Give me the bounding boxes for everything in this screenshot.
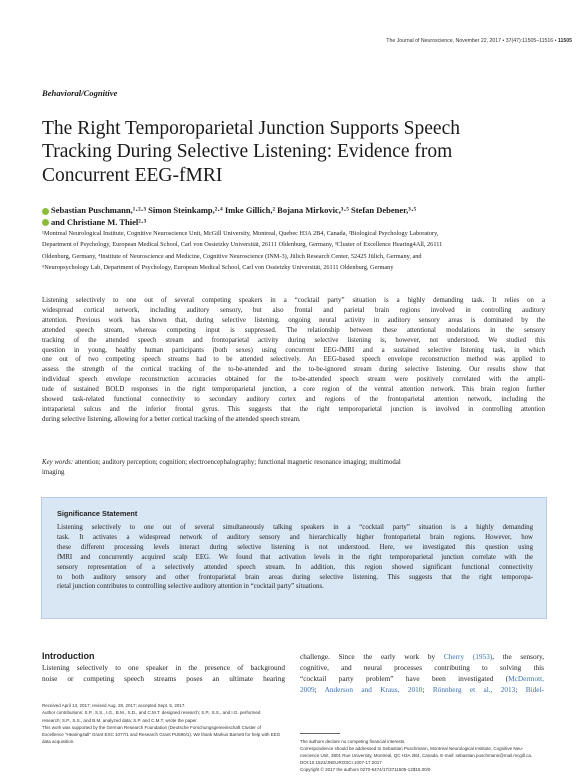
abstract-line: attended speech stream, whereas competing input is suppressed. The relationship between these attentional modulations in the sensory [42, 326, 545, 334]
title-line: The Right Temporoparietal Junction Supports Speech [42, 118, 460, 139]
abstract-line: widespread cortical network, including auditory sensory, but also frontal and parietal brain regions involved in controlling auditory [42, 306, 545, 314]
keywords [42, 458, 545, 478]
abstract-line: one out of two competing speech streams had to be attended selectively. An EEG-based speech envelope reconstruction method was applied to [42, 356, 545, 364]
affiliation-line: Oldenburg, Germany, ⁴Institute of Neuroscience and Medicine, Cognitive Neuroscience (INM-3), Jülich Research Center, 52425 Jülich, Germany, and [42, 252, 422, 260]
introduction-line [300, 651, 544, 662]
orcid-icon[interactable] [42, 208, 49, 215]
abstract-line: individual speech envelope reconstruction accuracies obtained for the to-be-attended speech stream were positively correlated with the ampli- [42, 376, 545, 384]
intro-text: , the sensory, [492, 652, 545, 661]
abstract-line: question in young, healthy human participants (both sexes) using concurrent EEG-fMRI and a sustained selective listening task, in which [42, 346, 545, 354]
author-line [42, 205, 542, 217]
author-names: Sebastian Puschmann,¹·²·³ Simon Steinkamp,²·⁴ Imke Gillich,² Bojana Mirkovic,³·⁵ Stefan Debener,³·⁵ [51, 205, 417, 215]
journal-header [386, 38, 572, 44]
footnote-line: Received April 13, 2017; revised Aug. 28, 2017; accepted Sept. 5, 2017. [42, 703, 186, 708]
article-title [42, 117, 512, 187]
footnote-line: The authors declare no competing financial interests. [300, 739, 406, 744]
footnote-line: Copyright © 2017 the authors 0270-6474/17/3711505-12$15.00/0 [300, 766, 431, 772]
abstract-line: assess the strength of the cortical tracking of the to-be-attended and the to-be-ignored stream during selective listening. Our results show that [42, 366, 545, 374]
title-line: Tracking During Selective Listening: Evidence from [42, 141, 453, 163]
page-number: 11505 [557, 38, 572, 44]
intro-text: “cocktail party problem” have been investigated ( [300, 674, 509, 683]
significance-title: Significance Statement [57, 509, 138, 518]
footnotes-left [42, 702, 286, 746]
significance-line: task. It activates a widespread network of auditory sensory and hierarchically higher frontoparietal brain regions. However, how [57, 533, 533, 541]
journal-citation: The Journal of Neuroscience, November 22, 2017 • 37(47):11505–11516 • [386, 38, 557, 44]
introduction-column-right [300, 651, 544, 695]
intro-text: ; [515, 685, 526, 694]
footnote-line: Correspondence should be addressed to Sebastian Puschmann, Montreal Neurological Institute, Cognitive Neu- [300, 745, 524, 751]
author-names: and Christiane M. Thiel²·³ [51, 216, 147, 227]
abstract-line: tude of sustained BOLD responses in the right temporoparietal junction, a core region of the ventral attention network. This brain region further [42, 386, 545, 394]
abstract-line: during selective listening, allowing for a better cortical tracking of the attended speech stream. [42, 415, 301, 423]
significance-line: rietal junction contributes to controlling selective auditory attention in “cocktail party” situations. [57, 583, 324, 591]
introduction-line [300, 673, 544, 684]
significance-text [57, 523, 533, 592]
citation-link[interactable]: McDermott, [508, 674, 544, 683]
footnote-divider [300, 733, 340, 734]
introduction-line: noise or competing speech streams poses an ultimate hearing [42, 674, 285, 683]
significance-line: these different processing levels interact during selective listening is not understood. Here, we investigated this question using [57, 543, 533, 551]
affiliations [42, 228, 547, 274]
author-list [42, 205, 542, 228]
footnote-line: data acquisition. [42, 739, 75, 745]
citation-link[interactable]: 2009 [300, 685, 315, 694]
citation-link[interactable]: Anderson and Kraus, 2010 [324, 685, 423, 694]
abstract-line: showed task-related functional connectivity to secondary auditory cortex and regions of the frontoparietal attention network, including the [42, 396, 545, 404]
intro-text: ; [422, 685, 433, 694]
keywords-list: attention; auditory perception; cognition; electroencephalography; functional magnetic resonance imaging; multimodal [74, 459, 401, 466]
footnote-line: Excellence “Hearing4all” Grant EXC 1077/1 and Research Grant PU590/1). We thank Markus Barnett for help with EEG [42, 732, 281, 738]
orcid-icon[interactable] [42, 219, 49, 226]
footnote-line: research; S.P., S.S., and B.M. analyzed data; S.P. and C.M.T. wrote the paper. [42, 717, 198, 723]
abstract-line: attention. Previous work has shown that, during selective listening, ongoing neural activity in auditory sensory areas is dominated by the [42, 316, 545, 324]
footnote-line: This work was supported by the German Research Foundation (Deutsche Forschungsgemeinschaft Cluster of [42, 724, 261, 730]
abstract-line: Listening selectively to one out of several competing speakers in a “cocktail party” situation is a highly demanding task. It relies on a [42, 297, 545, 304]
significance-line: sensory representation of a selectively attended speech stream. In addition, this region showed significant functional connectivity [57, 563, 533, 571]
footnote-line: roscience Unit, 3801 Rue University, Montreal, QC H3A 2B4, Canada. E-mail: sebastian.puschmann@mail.mcgill.ca. [300, 752, 533, 758]
keywords-line: imaging [42, 469, 65, 476]
citation-link[interactable]: Bidel- [525, 685, 544, 694]
section-label: Behavioral/Cognitive [42, 88, 118, 98]
introduction-line [300, 684, 544, 695]
footnotes-right [300, 739, 544, 774]
affiliation-line: Department of Psychology, European Medical School, Carl von Ossietzky Universität, 26111 Oldenburg, Germany, ³Cluster of Excellence Hearing4All, 26111 [42, 241, 443, 249]
intro-text: ; [314, 685, 325, 694]
title-line: Concurrent EEG-fMRI [42, 164, 223, 186]
abstract [42, 296, 545, 425]
significance-line: Listening selectively to one out of several simultaneously talking speakers in a “cocktail party” situation is a highly demanding [57, 524, 533, 531]
introduction-column-left [42, 662, 285, 684]
footnote-line: Author contributions: S.P., S.S., I.G., B.M., S.D., and C.M.T. designed research; S.P., S.S., and I.G. performed [42, 710, 261, 716]
introduction-line: cognitive, and neural processes contributing to solving this [300, 663, 544, 672]
significance-line: to both auditory sensory and other frontoparietal brain areas during selective listening. This suggests that the right temporopa- [57, 573, 533, 581]
abstract-line: tracking of the attended speech stream and frontoparietal activity during selective listening is, however, not understood. We studied this [42, 336, 545, 344]
citation-link[interactable]: Cherry (1953) [443, 652, 493, 661]
affiliation-line: ¹Montreal Neurological Institute, Cognitive Neuroscience Unit, McGill University, Montreal, Quebec H3A 2B4, Canada, ²Biological Psychology Laboratory, [42, 230, 439, 237]
affiliation-line: ⁵Neuropsychology Lab, Department of Psychology, European Medical School, Carl von Ossietzky Universität, 26111 Oldenburg, Germany [42, 264, 394, 272]
introduction-line: Listening selectively to one speaker in the presence of background [42, 663, 285, 672]
introduction-heading: Introduction [42, 651, 95, 661]
citation-link[interactable]: Rönnberg et al., 2013 [432, 685, 516, 694]
keywords-line [42, 458, 545, 468]
intro-text: challenge. Since the early work by [300, 652, 436, 661]
significance-line: fMRI and concurrently acquired scalp EEG. We found that activation levels in the right temporoparietal junction correlate with the [57, 553, 533, 561]
keywords-label: Key words: [42, 459, 74, 466]
author-line [42, 217, 542, 229]
footnote-line: DOI:10.1523/JNEUROSCI.1007-17.2017 [300, 759, 382, 765]
abstract-line: intraparietal sulcus and the inferior frontal gyrus. This suggests that the right temporoparietal junction is involved in controlling attention [42, 405, 545, 413]
